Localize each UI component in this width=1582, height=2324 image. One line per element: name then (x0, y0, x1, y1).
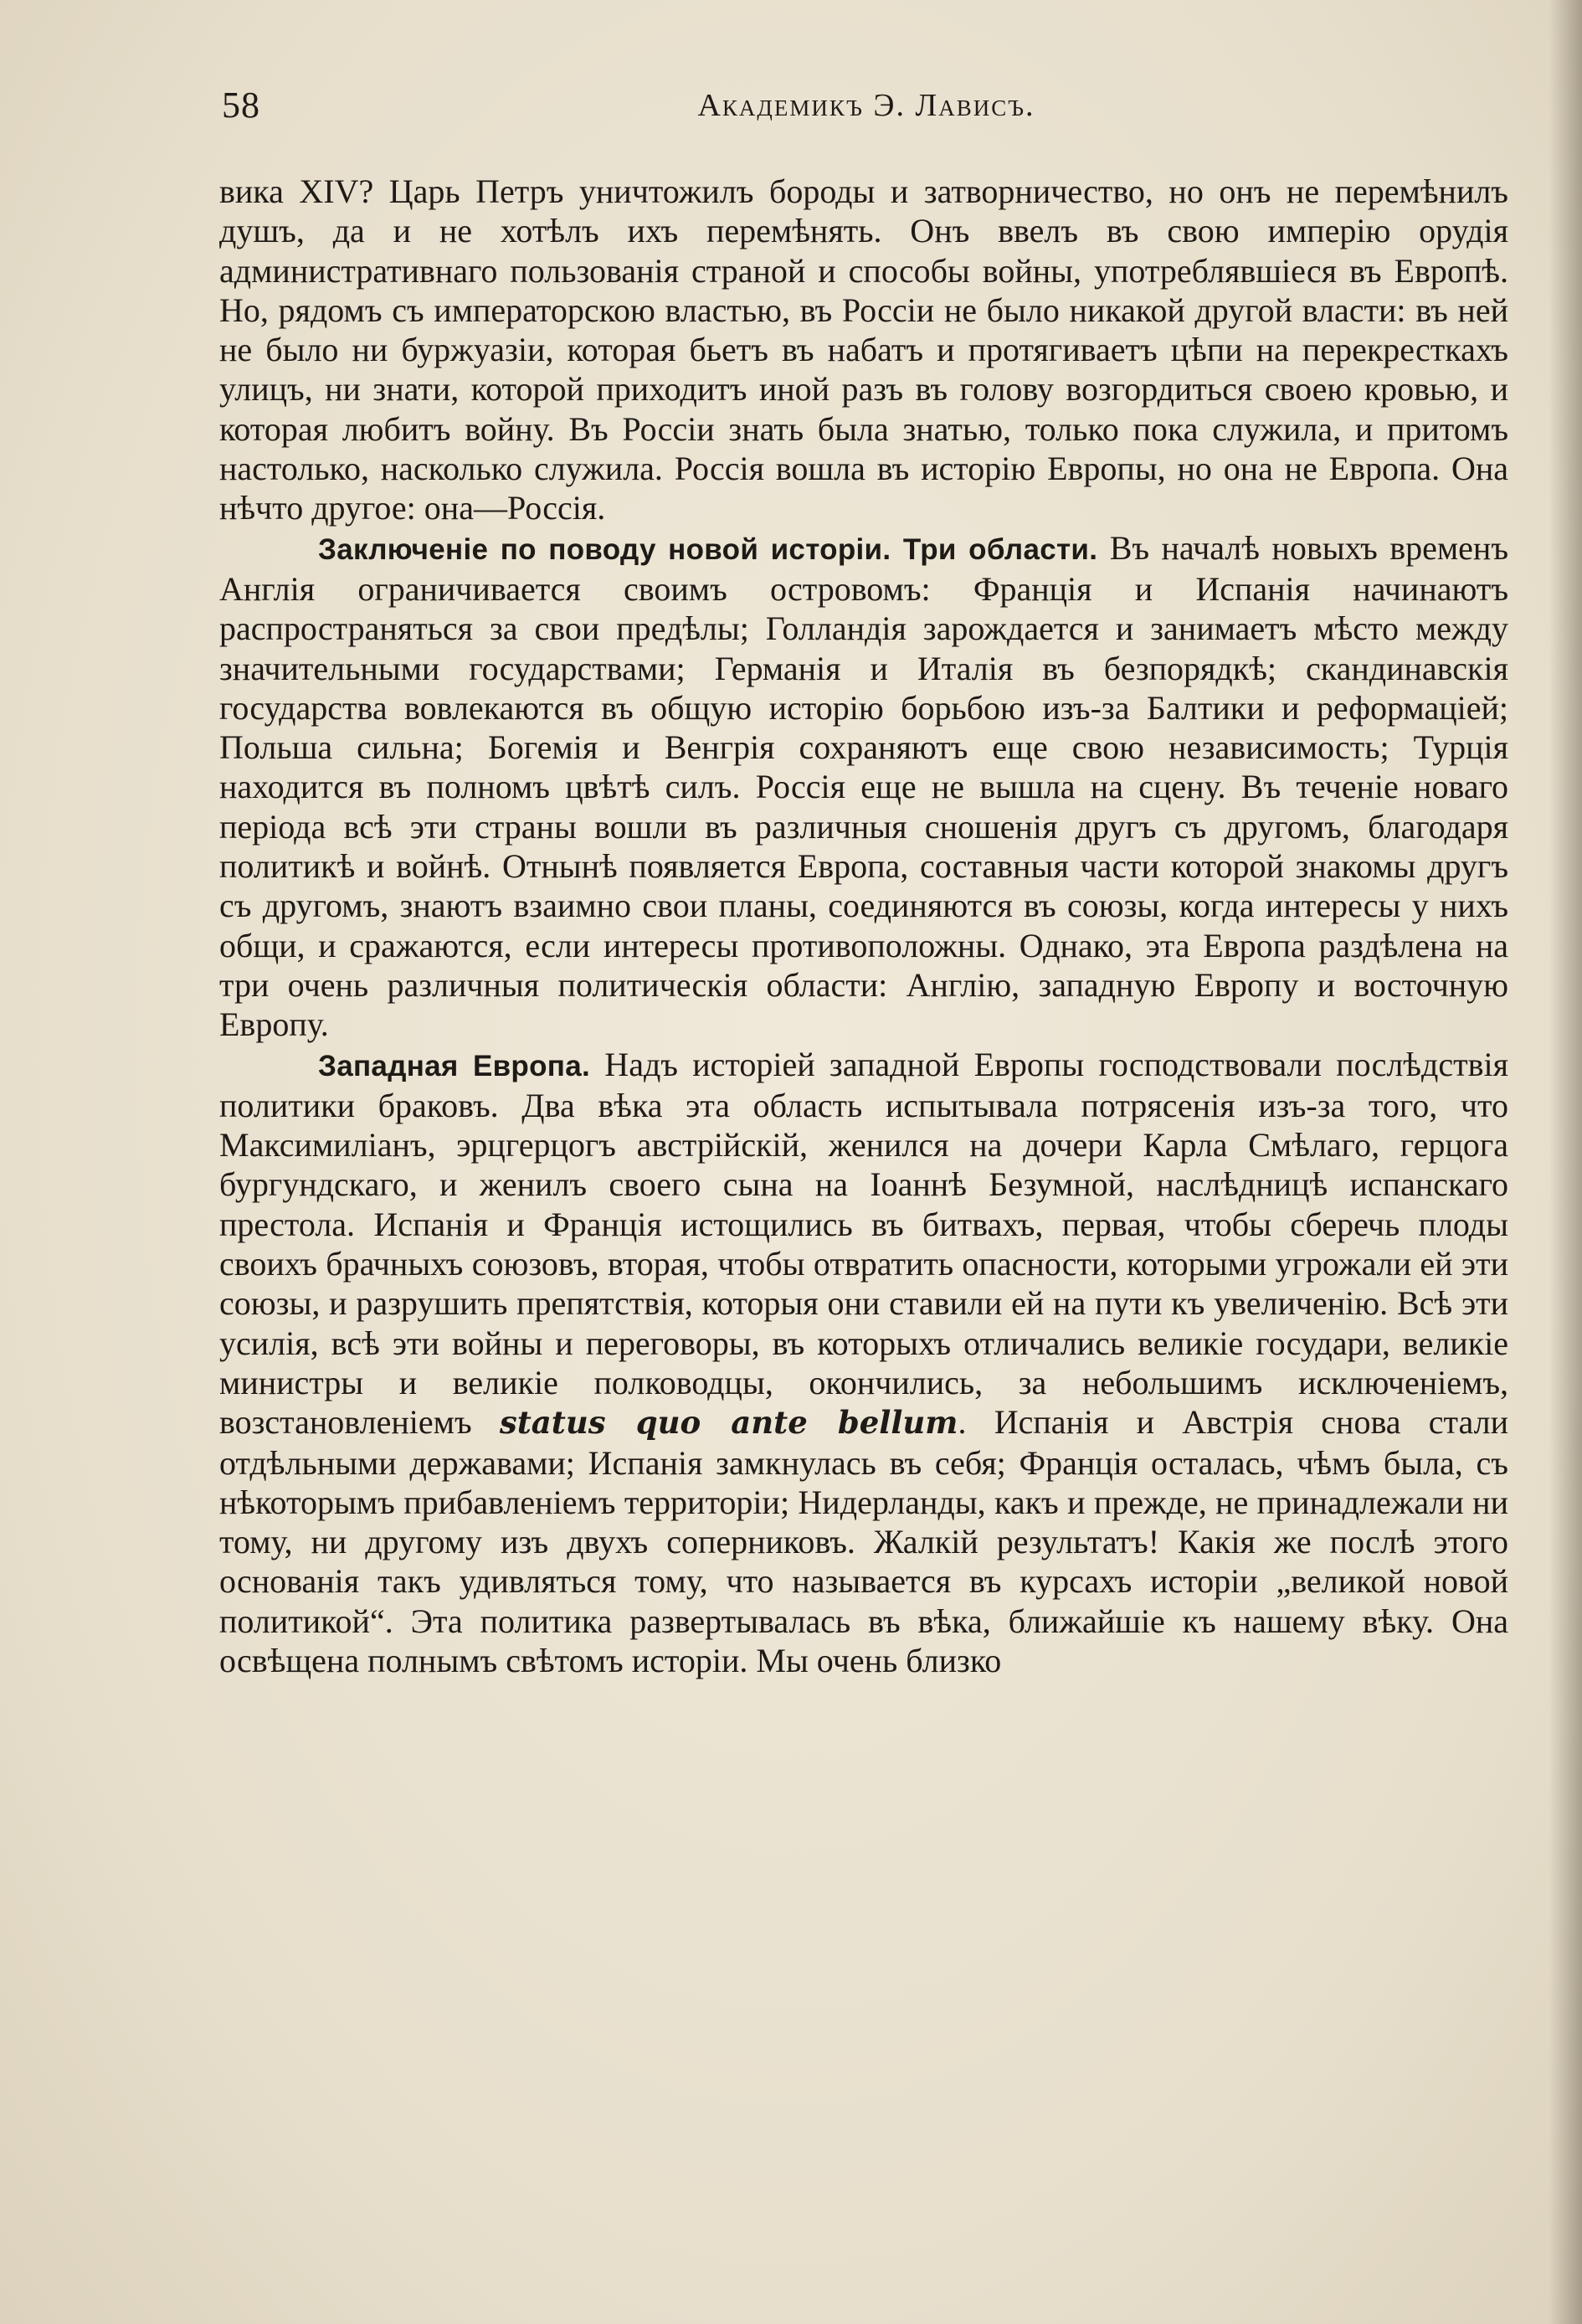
paragraph-western-europe (219, 1045, 1508, 1681)
page-edge-shadow (1549, 0, 1582, 2324)
latin-phrase: status quo ante bellum (499, 1404, 958, 1442)
paragraph-conclusion (219, 528, 1508, 1045)
paragraph-text: Надъ исторіей западной Европы господствовали послѣдствія политики браковъ. Два вѣка эта область испытывала потрясенія изъ-за того, что Максимиліанъ, эрцгерцогъ австрійскій, женился на дочери Карла Смѣлаго, герцога бургундскаго, и женилъ своего сына на Іоаннѣ Безумной, наслѣдницѣ испанскаго престола. Испанія и Франція истощились въ битвахъ, первая, чтобы сберечь плоды своихъ брачныхъ союзовъ, вторая, чтобы отвратить опасности, которыми угрожали ей эти союзы, и разрушить препятствія, которыя они ставили ей на пути къ увеличенію. Всѣ эти усилія, всѣ эти войны и переговоры, въ которыхъ отличались великіе государи, великіе министры и великіе полководцы, окончились, за небольшимъ исключеніемъ, возстановленіемъ (219, 1045, 1509, 1442)
paragraph-text-continued: . Испанія и Австрія снова стали отдѣльными державами; Испанія замкнулась въ себя; Франція осталась, чѣмъ была, съ нѣкоторымъ прибавленіемъ территоріи; Нидерланды, какъ и прежде, не принадлежали ни тому, ни другому изъ двухъ соперниковъ. Жалкій результатъ! Какія же послѣ этого основанія такъ удивляться тому, что называется въ курсахъ исторіи „великой новой политикой“. Эта политика развертывалась въ вѣка, ближайшіе къ нашему вѣку. Она освѣщена полнымъ свѣтомъ исторіи. Мы очень близко (219, 1403, 1508, 1679)
page-header (222, 84, 1511, 134)
paragraph-text: Въ началѣ новыхъ временъ Англія ограничивается своимъ островомъ: Франція и Испанія начинаютъ распространяться за свои предѣлы; Голландія зарождается и занимаетъ мѣсто между значительными государствами; Германія и Италія въ безпорядкѣ; скандинавскія государства вовлекаются въ общую исторію борьбою изъ-за Балтики и реформаціей; Польша сильна; Богемія и Венгрія сохраняютъ еще свою независимость; Турція находится въ полномъ цвѣтѣ силъ. Россія еще не вышла на сцену. Въ теченіе новаго періода всѣ эти страны вошли въ различныя сношенія другъ съ другомъ, благодаря политикѣ и войнѣ. Отнынѣ появляется Европа, составныя части которой знакомы другъ съ другомъ, знаютъ взаимно свои планы, соединяются въ союзы, когда интересы у нихъ общи, и сражаются, если интересы противоположны. Однако, эта Европа раздѣлена на три очень различныя политическія области: Англію, западную Европу и восточную Европу. (219, 528, 1509, 1044)
paragraph-text: вика XIV? Царь Петръ уничтожилъ бороды и затворничество, но онъ не перемѣнилъ душъ, да и не хотѣлъ ихъ перемѣнять. Онъ ввелъ въ свою имперію орудія административнаго пользованія страной и способы войны, употреблявшіеся въ Европѣ. Но, рядомъ съ императорскою властью, въ Россіи не было никакой другой власти: въ ней не было ни буржуазіи, которая бьетъ въ набатъ и протягиваетъ цѣпи на перекресткахъ улицъ, ни знати, которой приходитъ иной разъ въ голову возгордиться своею кровью, и которая любитъ войну. Въ Россіи знать была знатью, только пока служила, и притомъ настолько, насколько служила. Россія вошла въ исторію Европы, но она не Европа. Она нѣчто другое: она—Россія. (219, 172, 1508, 527)
paragraph-peter-russia (219, 172, 1508, 528)
body-text (219, 172, 1508, 1680)
section-heading-western-europe: Западная Европа. (318, 1049, 591, 1082)
page-number: 58 (222, 85, 260, 126)
running-head: Академикъ Э. Лависъ. (697, 88, 1035, 123)
section-heading-conclusion: Заключеніе по поводу новой исторіи. Три области. (318, 532, 1098, 566)
